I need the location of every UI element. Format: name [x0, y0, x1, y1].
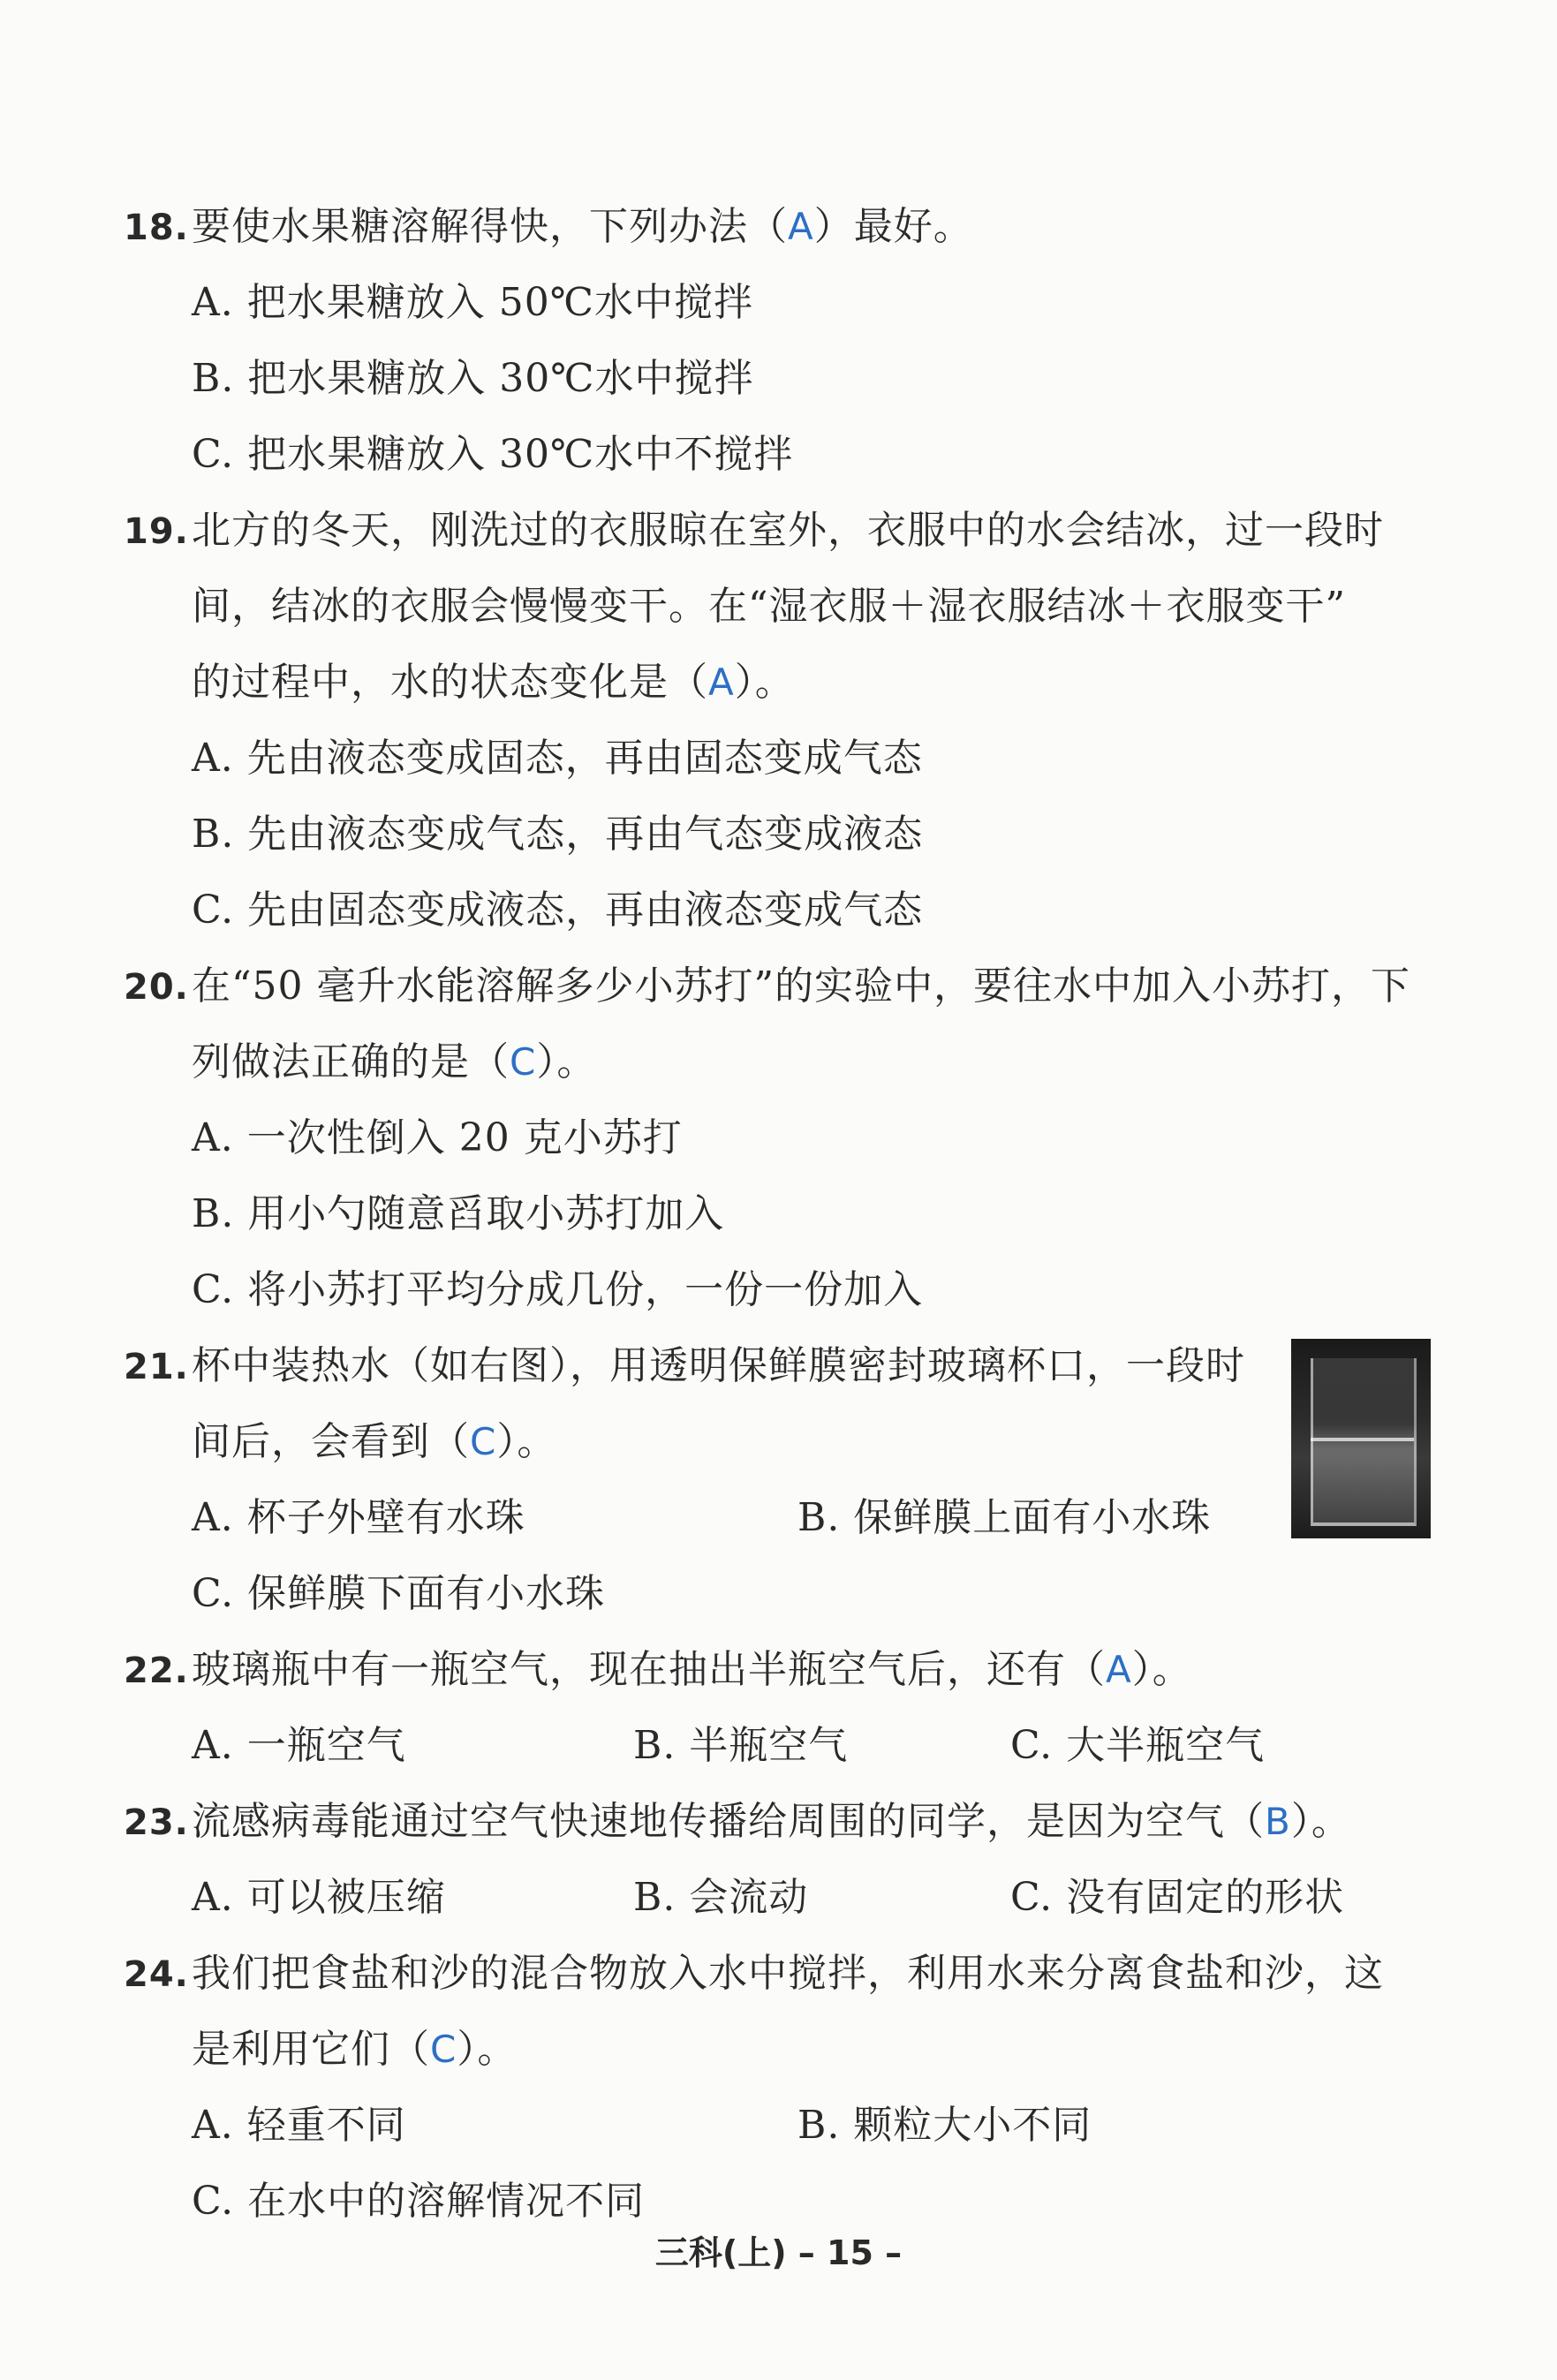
question-stem: 是利用它们（: [192, 2027, 430, 2072]
question-stem: ）。: [457, 2027, 518, 2072]
question-24: [124, 1936, 1448, 2240]
option-a: A. 杯子外壁有水珠: [192, 1495, 525, 1540]
option-a: A. 一次性倒入 20 克小苏打: [192, 1115, 683, 1160]
answer: C: [510, 1040, 537, 1084]
option-b: B. 保鲜膜上面有小水珠: [797, 1495, 1212, 1540]
option-b: B. 把水果糖放入 30℃水中搅拌: [192, 356, 754, 401]
option-c: C. 保鲜膜下面有小水珠: [192, 1571, 606, 1616]
option-b: B. 颗粒大小不同: [797, 2103, 1092, 2148]
question-22: [124, 1632, 1448, 1784]
option-row: [124, 1480, 1448, 1556]
question-stem: ）。: [496, 1419, 557, 1464]
question-number: 22.: [124, 1651, 189, 1691]
option-b: B. 半瓶空气: [633, 1723, 849, 1768]
answer: C: [470, 1420, 497, 1463]
option-a: A. 先由液态变成固态，再由固态变成气态: [192, 736, 923, 781]
question-stem: 北方的冬天，刚洗过的衣服晾在室外，衣服中的水会结冰，过一段时: [192, 508, 1384, 553]
answer: A: [788, 205, 814, 248]
answer: B: [1265, 1800, 1291, 1843]
page-footer: 三科(上) – 15 –: [654, 2233, 903, 2272]
question-stem: 我们把食盐和沙的混合物放入水中搅拌，利用水来分离食盐和沙，这: [192, 1951, 1384, 1996]
option-c: C. 把水果糖放入 30℃水中不搅拌: [192, 432, 794, 477]
question-20: [124, 948, 1448, 1328]
question-stem: 间，结冰的衣服会慢慢变干。在“湿衣服＋湿衣服结冰＋衣服变干”: [192, 584, 1346, 629]
answer: A: [708, 661, 735, 704]
option-b: B. 先由液态变成气态，再由气态变成液态: [192, 812, 924, 857]
question-stem: ）最好。: [813, 204, 973, 249]
question-number: 23.: [124, 1802, 189, 1843]
question-number: 19.: [124, 511, 189, 552]
answer: C: [430, 2028, 457, 2071]
question-stem: 要使水果糖溶解得快，下列办法（: [192, 204, 788, 249]
option-row: [124, 2088, 1448, 2164]
glass-of-water-photo: [1291, 1339, 1431, 1538]
question-stem: ）。: [734, 660, 795, 705]
question-stem: ）。: [1290, 1799, 1351, 1844]
question-stem: 的过程中，水的状态变化是（: [192, 660, 708, 705]
option-row: [124, 1708, 1448, 1784]
option-row: [124, 1860, 1448, 1936]
water-surface: [1311, 1438, 1414, 1441]
option-c: C. 先由固态变成液态，再由液态变成气态: [192, 888, 924, 933]
question-stem: 杯中装热水（如右图），用透明保鲜膜密封玻璃杯口，一段时: [192, 1343, 1245, 1388]
option-c: C. 大半瓶空气: [1010, 1723, 1266, 1768]
question-21: [124, 1328, 1448, 1632]
question-19: [124, 493, 1448, 948]
option-a: A. 可以被压缩: [192, 1875, 446, 1920]
question-stem: 流感病毒能通过空气快速地传播给周围的同学，是因为空气（: [192, 1799, 1265, 1844]
question-stem: 玻璃瓶中有一瓶空气，现在抽出半瓶空气后，还有（: [192, 1647, 1106, 1692]
option-c: C. 在水中的溶解情况不同: [192, 2179, 646, 2224]
question-18: [124, 189, 1448, 493]
question-number: 18.: [124, 208, 189, 248]
option-a: A. 把水果糖放入 50℃水中搅拌: [192, 280, 753, 325]
question-stem: ）。: [1131, 1647, 1192, 1692]
glass-cup-image: [1311, 1358, 1417, 1526]
question-number: 20.: [124, 967, 189, 1008]
answer: A: [1106, 1648, 1132, 1691]
question-stem: 列做法正确的是（: [192, 1039, 510, 1084]
option-a: A. 轻重不同: [192, 2103, 406, 2148]
option-a: A. 一瓶空气: [192, 1723, 406, 1768]
question-number: 24.: [124, 1954, 189, 1995]
question-number: 21.: [124, 1347, 189, 1387]
question-stem: ）。: [536, 1039, 597, 1084]
option-b: B. 会流动: [633, 1875, 809, 1920]
option-c: C. 没有固定的形状: [1010, 1875, 1345, 1920]
option-b: B. 用小勺随意舀取小苏打加入: [192, 1191, 725, 1236]
question-23: [124, 1784, 1448, 1936]
question-stem: 间后，会看到（: [192, 1419, 470, 1464]
question-stem: 在“50 毫升水能溶解多少小苏打”的实验中，要往水中加入小苏打，下: [192, 963, 1410, 1009]
option-c: C. 将小苏打平均分成几份，一份一份加入: [192, 1267, 924, 1312]
